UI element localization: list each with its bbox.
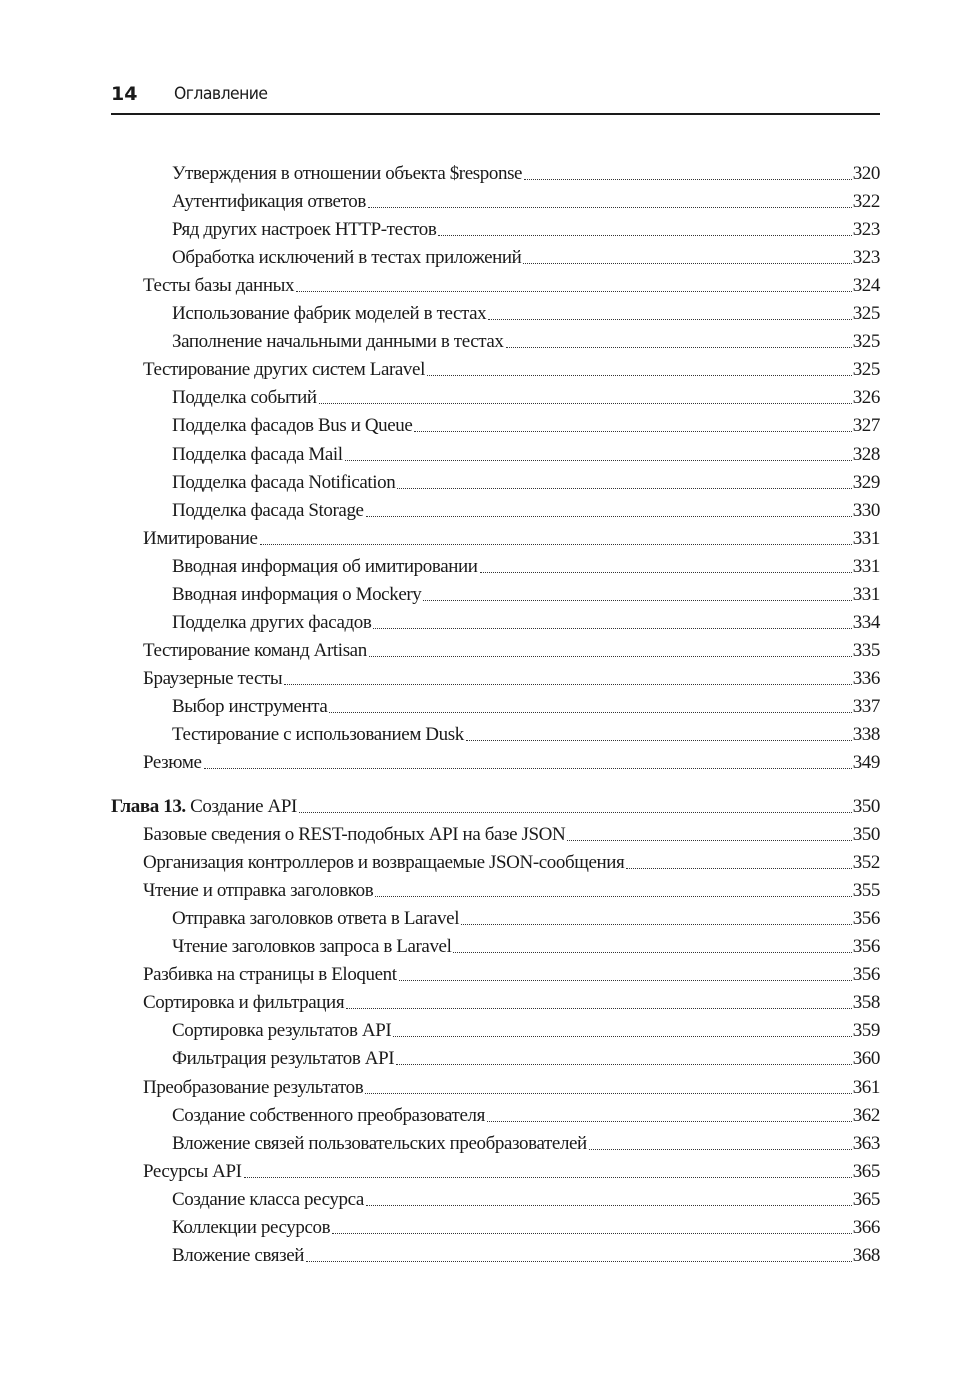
toc-entry[interactable] <box>143 527 880 551</box>
toc-entry-page: 363 <box>852 1132 880 1154</box>
toc-entry-page: 328 <box>852 443 880 465</box>
running-header-title: Оглавление <box>174 84 268 104</box>
toc-entry[interactable] <box>143 879 880 903</box>
dot-leader <box>423 600 851 601</box>
toc-entry-title <box>172 218 436 242</box>
entry-text: Резюме <box>143 752 202 774</box>
entry-text: Тестирование команд Artisan <box>143 639 367 661</box>
toc-entry[interactable] <box>172 1047 880 1071</box>
toc-entry-page: 337 <box>852 695 880 717</box>
dot-leader <box>260 544 852 545</box>
toc-entry[interactable] <box>172 907 880 931</box>
toc-entry[interactable] <box>172 583 880 607</box>
dot-leader <box>506 347 852 348</box>
dot-leader <box>366 516 852 517</box>
toc-entry[interactable] <box>172 246 880 270</box>
toc-entry-title <box>172 583 421 607</box>
toc-entry-title <box>172 1047 394 1071</box>
toc-entry-page: 325 <box>852 359 880 381</box>
toc-entry[interactable] <box>172 1132 880 1156</box>
toc-entry-page: 335 <box>852 639 880 661</box>
dot-leader <box>346 1008 852 1009</box>
dot-leader <box>466 740 852 741</box>
dot-leader <box>373 628 851 629</box>
toc-entry-page: 325 <box>852 331 880 353</box>
toc-entry-title <box>172 302 486 326</box>
dot-leader <box>319 403 852 404</box>
entry-text: Фильтрация результатов API <box>172 1048 395 1070</box>
dot-leader <box>427 375 852 376</box>
entry-text: Разбивка на страницы в Eloquent <box>143 964 397 986</box>
toc-entry-page: 356 <box>852 908 880 930</box>
toc-entry[interactable] <box>172 190 880 214</box>
dot-leader <box>524 179 852 180</box>
header-rule <box>111 113 880 115</box>
toc-entry-page: 359 <box>852 1020 880 1042</box>
toc-entry-title <box>143 751 202 775</box>
dot-leader <box>375 896 851 897</box>
entry-text: Подделка других фасадов <box>172 611 372 633</box>
entry-text: Ряд других настроек HTTP-тестов <box>172 219 437 241</box>
toc-entry[interactable] <box>143 991 880 1015</box>
dot-leader <box>332 1233 852 1234</box>
dot-leader <box>567 840 851 841</box>
toc-entry-page: 331 <box>852 527 880 549</box>
dot-leader <box>399 980 852 981</box>
entry-text: Чтение и отправка заголовков <box>143 880 374 902</box>
entry-text: Ресурсы API <box>143 1160 242 1182</box>
entry-text: Подделка событий <box>172 387 317 409</box>
toc-entry[interactable] <box>172 499 880 523</box>
toc-entry-title <box>143 851 624 875</box>
page-number: 14 <box>111 83 138 105</box>
toc-entry-page: 325 <box>852 303 880 325</box>
toc-entry[interactable] <box>172 414 880 438</box>
entry-text: Чтение заголовков запроса в Laravel <box>172 936 452 958</box>
toc-entry[interactable] <box>172 302 880 326</box>
entry-text: Аутентификация ответов <box>172 191 366 213</box>
toc-entry[interactable] <box>172 443 880 467</box>
toc-entry[interactable] <box>143 751 880 775</box>
dot-leader <box>396 1064 851 1065</box>
entry-text: Преобразование результатов <box>143 1076 364 1098</box>
toc-entry[interactable] <box>143 1160 880 1184</box>
toc-entry[interactable] <box>172 611 880 635</box>
toc-entry-title <box>172 471 395 495</box>
toc-entry[interactable] <box>172 723 880 747</box>
entry-text: Базовые сведения о REST-подобных API на базе JSON <box>143 824 566 846</box>
dot-leader <box>488 319 851 320</box>
toc-entry-page: 329 <box>852 471 880 493</box>
entry-text: Выбор инструмента <box>172 695 328 717</box>
toc-entry-page: 331 <box>852 555 880 577</box>
entry-text: Организация контроллеров и возвращаемые JSON-сообщения <box>143 852 625 874</box>
toc-entry-title <box>172 1019 391 1043</box>
toc-entry-page: 355 <box>852 880 880 902</box>
entry-text: Сортировка результатов API <box>172 1020 392 1042</box>
toc-entry-title <box>172 723 464 747</box>
dot-leader <box>480 572 852 573</box>
entry-text: Подделка фасадов Bus и Queue <box>172 415 413 437</box>
entry-text: Создание класса ресурса <box>172 1188 364 1210</box>
toc-entry-page: 322 <box>852 191 880 213</box>
toc-entry[interactable] <box>172 695 880 719</box>
toc-entry-title <box>143 823 565 847</box>
toc-entry-page: 334 <box>852 611 880 633</box>
toc-entry-title <box>172 330 504 354</box>
entry-text: Использование фабрик моделей в тестах <box>172 303 487 325</box>
toc-entry-page: 331 <box>852 583 880 605</box>
dot-leader <box>365 1093 851 1094</box>
toc-entry-title <box>172 555 478 579</box>
toc-entry-title <box>172 499 364 523</box>
entry-text: Браузерные тесты <box>143 667 283 689</box>
toc-entry-title <box>172 162 522 186</box>
dot-leader <box>397 488 851 489</box>
toc-entry-title <box>143 1076 363 1100</box>
toc-entry-title <box>143 879 373 903</box>
dot-leader <box>523 263 851 264</box>
toc-entry-title <box>143 1160 242 1184</box>
toc-entry-page: 358 <box>852 992 880 1014</box>
dot-leader <box>393 1036 851 1037</box>
toc-entry-title <box>143 963 397 987</box>
entry-text: Подделка фасада Notification <box>172 471 396 493</box>
dot-leader <box>487 1121 852 1122</box>
toc-entry[interactable] <box>172 1188 880 1212</box>
dot-leader <box>438 235 851 236</box>
toc-entry-title <box>143 991 344 1015</box>
dot-leader <box>369 656 852 657</box>
toc-entry[interactable] <box>143 1076 880 1100</box>
toc-entry[interactable] <box>172 1216 880 1240</box>
toc-entry-title <box>172 935 451 959</box>
entry-text: Сортировка и фильтрация <box>143 992 345 1014</box>
toc-entry-title <box>172 1216 330 1240</box>
dot-leader <box>414 431 851 432</box>
toc-entry-page: 338 <box>852 724 880 745</box>
toc-entry[interactable] <box>172 162 880 186</box>
dot-leader <box>296 291 852 292</box>
entry-text: Тестирование с использованием Dusk <box>172 724 464 745</box>
toc-entry-title <box>172 414 412 438</box>
toc-entry-page: 320 <box>852 163 880 184</box>
entry-text: Имитирование <box>143 527 258 549</box>
toc-entry-title <box>172 246 521 270</box>
dot-leader <box>329 712 851 713</box>
toc-entry-title <box>111 795 297 819</box>
toc-entry-title <box>143 527 258 551</box>
toc-entry-page: 323 <box>852 247 880 269</box>
toc-entry[interactable] <box>143 639 880 663</box>
dot-leader <box>461 924 852 925</box>
entry-text: Создание API <box>190 796 297 817</box>
entry-text: Подделка фасада Storage <box>172 499 364 521</box>
toc-entry-page: 330 <box>852 499 880 521</box>
toc-entry-page: 360 <box>852 1048 880 1070</box>
toc-entry-title <box>172 443 343 467</box>
entry-text: Подделка фасада Mail <box>172 443 343 465</box>
toc-entry-title <box>172 1104 485 1128</box>
dot-leader <box>204 768 852 769</box>
dot-leader <box>284 684 851 685</box>
toc-entry-page: 327 <box>852 415 880 437</box>
dot-leader <box>244 1177 852 1178</box>
toc-entry-title <box>172 190 366 214</box>
toc-entry-page: 356 <box>852 964 880 986</box>
toc-entry-page: 361 <box>852 1076 880 1098</box>
entry-text: Тесты базы данных <box>143 275 295 297</box>
toc-entry-page: 324 <box>852 275 880 297</box>
dot-leader <box>345 460 852 461</box>
entry-text: Отправка заголовков ответа в Laravel <box>172 908 460 930</box>
toc-entry[interactable] <box>143 274 880 298</box>
toc-entry-title <box>143 667 282 691</box>
toc-entry-page: 362 <box>852 1104 880 1126</box>
dot-leader <box>368 207 852 208</box>
toc-entry-title <box>172 695 327 719</box>
toc-entry-page: 356 <box>852 936 880 958</box>
toc-entry-title <box>172 1132 587 1156</box>
entry-text: Вводная информация о Mockery <box>172 583 422 605</box>
toc-entry[interactable] <box>172 1244 880 1268</box>
dot-leader <box>299 812 852 813</box>
chapter-label: Глава 13. <box>111 796 186 817</box>
entry-text: Обработка исключений в тестах приложений <box>172 247 522 269</box>
toc-entry-page: 349 <box>852 752 880 774</box>
toc-entry[interactable] <box>143 963 880 987</box>
toc-chapter-entry[interactable] <box>111 795 880 819</box>
toc-entry-page: 366 <box>852 1216 880 1238</box>
dot-leader <box>453 952 851 953</box>
toc-entry-page: 336 <box>852 667 880 689</box>
toc-entry[interactable] <box>143 823 880 847</box>
toc-entry-title <box>172 1244 304 1268</box>
toc-entry[interactable] <box>172 330 880 354</box>
toc-entry-title <box>172 1188 364 1212</box>
toc-entry-title <box>172 386 317 410</box>
toc-entry-page: 365 <box>852 1160 880 1182</box>
toc-entry[interactable] <box>172 218 880 242</box>
toc-entry-title <box>143 358 425 382</box>
dot-leader <box>306 1261 852 1262</box>
toc-entry[interactable] <box>172 1019 880 1043</box>
toc-entry-title <box>143 274 294 298</box>
entry-text: Вводная информация об имитировании <box>172 555 478 577</box>
entry-text: Коллекции ресурсов <box>172 1216 331 1238</box>
toc-entry-page: 326 <box>852 387 880 409</box>
toc-entry-page: 368 <box>852 1244 880 1266</box>
entry-text: Утверждения в отношении объекта $response <box>172 163 523 184</box>
dot-leader <box>626 868 851 869</box>
entry-text: Тестирование других систем Laravel <box>143 359 425 381</box>
toc-entry-page: 350 <box>852 824 880 846</box>
toc-entry[interactable] <box>143 667 880 691</box>
toc-entry[interactable] <box>172 935 880 959</box>
toc-entry[interactable] <box>172 555 880 579</box>
toc-entry-title <box>172 907 459 931</box>
entry-text: Вложение связей <box>172 1244 305 1266</box>
entry-text: Вложение связей пользовательских преобразователей <box>172 1132 587 1154</box>
entry-text: Создание собственного преобразователя <box>172 1104 485 1126</box>
toc-entry-page: 350 <box>852 796 880 817</box>
entry-text: Заполнение начальными данными в тестах <box>172 331 504 353</box>
toc-entry[interactable] <box>143 358 880 382</box>
toc-entry[interactable] <box>143 851 880 875</box>
toc-entry[interactable] <box>172 471 880 495</box>
dot-leader <box>589 1149 852 1150</box>
toc-entry-page: 323 <box>852 219 880 241</box>
toc-entry-title <box>172 611 371 635</box>
toc-entry[interactable] <box>172 1104 880 1128</box>
toc-entry[interactable] <box>172 386 880 410</box>
dot-leader <box>366 1205 852 1206</box>
toc-entry-page: 365 <box>852 1188 880 1210</box>
toc-entry-page: 352 <box>852 852 880 874</box>
toc-entry-title <box>143 639 367 663</box>
